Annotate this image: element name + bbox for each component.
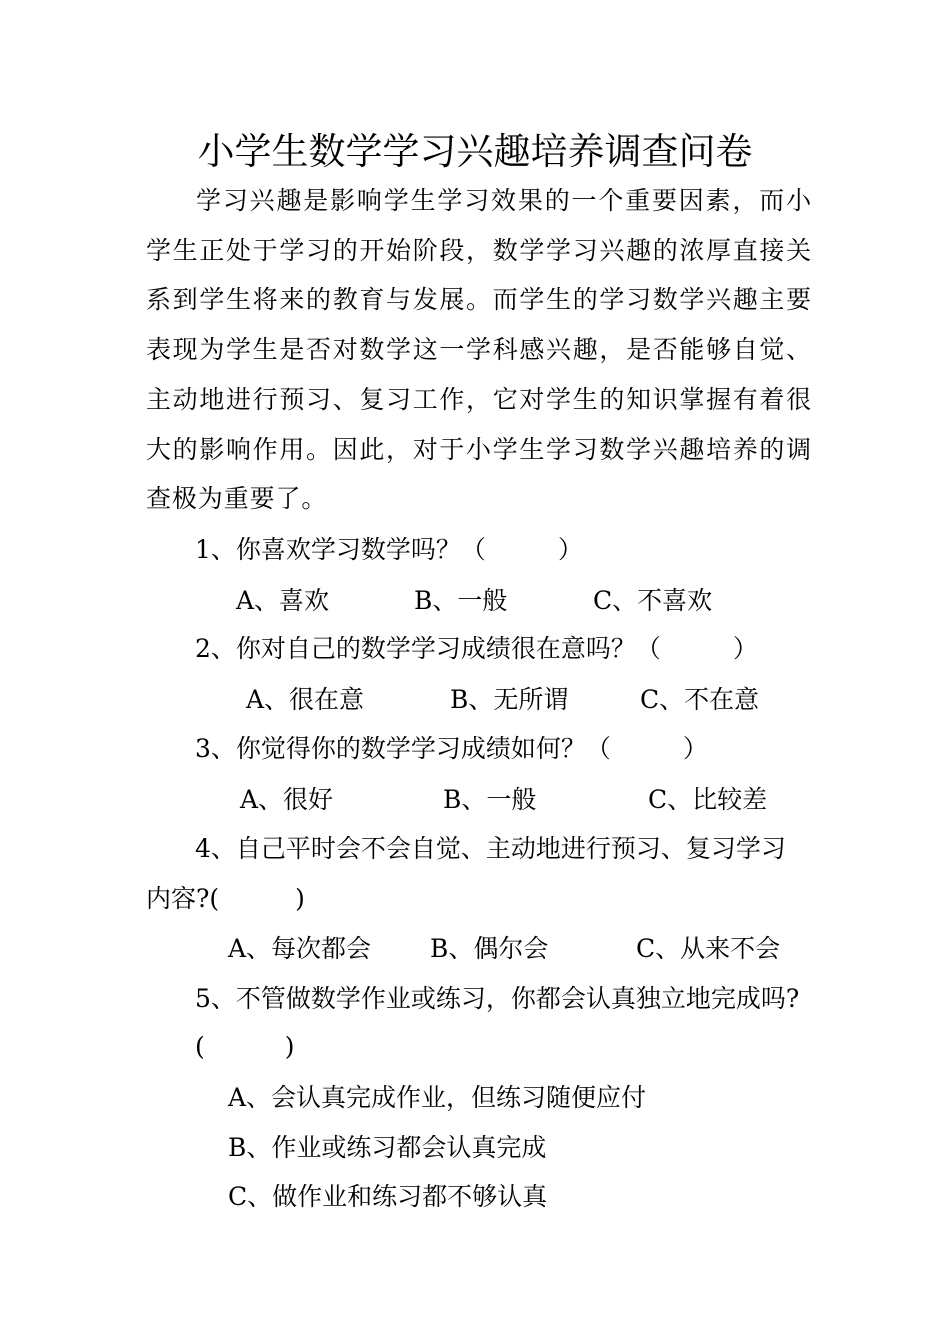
question-4-option-b[interactable]: B、偶尔会 bbox=[430, 934, 549, 963]
question-5-close: ) bbox=[284, 1032, 295, 1061]
question-5-option-b[interactable]: B、作业或练习都会认真完成 bbox=[228, 1133, 547, 1162]
question-1-option-c[interactable]: C、不喜欢 bbox=[593, 586, 713, 615]
question-5-option-c[interactable]: C、做作业和练习都不够认真 bbox=[228, 1182, 548, 1211]
intro-paragraph: 学习兴趣是影响学生学习效果的一个重要因素，而小学生正处于学习的开始阶段，数学学习兴趣的浓厚直接关系到学生将来的教育与发展。而学生的学习数学兴趣主要表现为学生是否对数学这一学科感兴趣，是否能够自觉、主动地进行预习、复习工作，它对学生的知识掌握有着很大的影响作用。因此，对于小学生学习数学兴趣培养的调查极为重要了。 bbox=[146, 186, 812, 514]
question-4-option-c[interactable]: C、从来不会 bbox=[636, 934, 781, 963]
question-5-option-a[interactable]: A、会认真完成作业，但练习随便应付 bbox=[228, 1083, 647, 1112]
question-5-continuation bbox=[195, 1022, 295, 1071]
question-4-option-a[interactable]: A、每次都会 bbox=[228, 934, 372, 963]
question-2-option-a[interactable]: A、很在意 bbox=[246, 685, 365, 714]
question-1-text: 1、你喜欢学习数学吗？（ bbox=[195, 535, 486, 564]
question-3-option-b[interactable]: B、一般 bbox=[443, 785, 537, 814]
question-3-text: 3、你觉得你的数学学习成绩如何？（ bbox=[195, 734, 611, 763]
question-1-close: ） bbox=[557, 535, 583, 564]
question-2 bbox=[195, 624, 758, 673]
question-1-option-a[interactable]: A、喜欢 bbox=[236, 586, 330, 615]
question-4-continuation bbox=[146, 874, 305, 923]
question-4-close: ) bbox=[295, 884, 305, 913]
question-4: 4、自己平时会不会自觉、主动地进行预习、复习学习 bbox=[195, 834, 786, 863]
question-2-option-c[interactable]: C、不在意 bbox=[640, 685, 760, 714]
question-2-option-b[interactable]: B、无所谓 bbox=[450, 685, 569, 714]
question-2-close: ） bbox=[732, 634, 758, 663]
question-1 bbox=[195, 525, 583, 574]
question-2-text: 2、你对自己的数学学习成绩很在意吗？（ bbox=[195, 634, 661, 663]
question-3-option-a[interactable]: A、很好 bbox=[240, 785, 334, 814]
question-4-text2: 内容?( bbox=[146, 884, 220, 913]
question-5: 5、不管做数学作业或练习，你都会认真独立地完成吗? bbox=[195, 984, 800, 1013]
question-1-option-b[interactable]: B、一般 bbox=[414, 586, 508, 615]
document-title: 小学生数学学习兴趣培养调查问卷 bbox=[197, 130, 753, 173]
question-3-option-c[interactable]: C、比较差 bbox=[648, 785, 768, 814]
question-5-text2: ( bbox=[195, 1032, 205, 1061]
question-3 bbox=[195, 724, 708, 773]
question-3-close: ） bbox=[682, 734, 708, 763]
